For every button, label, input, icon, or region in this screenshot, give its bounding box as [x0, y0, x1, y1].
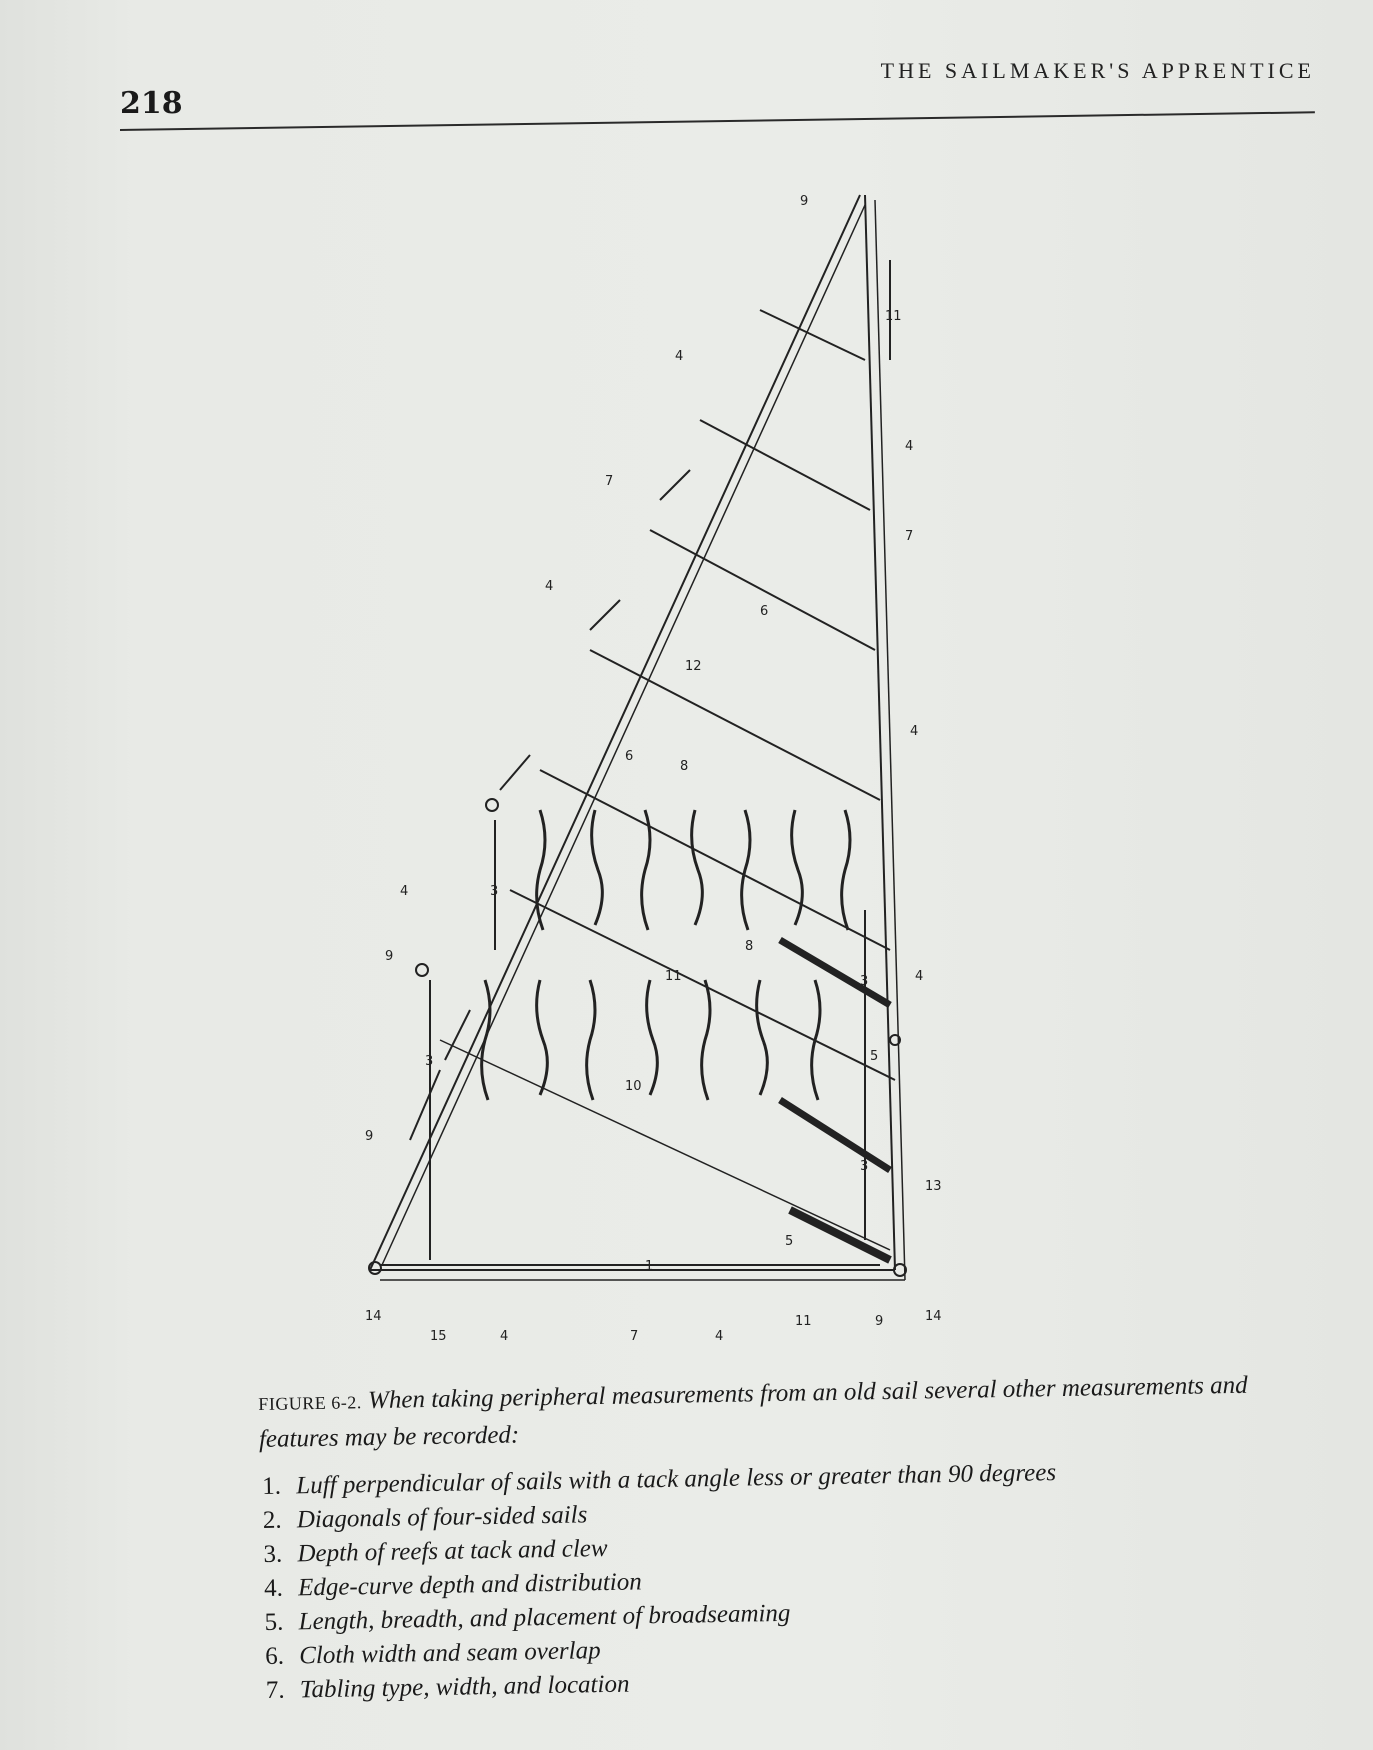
list-item: 7. Tabling type, width, and location — [265, 1670, 630, 1704]
callout-1-foot: 1 — [645, 1259, 654, 1274]
list-item: 3. Depth of reefs at tack and clew — [263, 1534, 608, 1568]
callout-7-luff: 7 — [605, 474, 614, 489]
figure-label: FIGURE 6-2. — [258, 1392, 362, 1414]
callout-9-clew: 9 — [875, 1314, 884, 1329]
callout-4-luff-low: 4 — [400, 884, 409, 899]
callout-9-tack: 9 — [365, 1129, 374, 1144]
measurement-list — [262, 1453, 1266, 1708]
callout-5-lower: 5 — [785, 1234, 794, 1249]
callout-9-reef: 9 — [385, 949, 394, 964]
callout-7-foot: 7 — [630, 1329, 639, 1344]
callout-3-clew-upper: 3 — [860, 974, 869, 989]
callout-3-tack-upper: 3 — [490, 884, 499, 899]
callout-6-lower: 6 — [625, 749, 634, 764]
callout-4-leech-low: 4 — [915, 969, 924, 984]
callout-7-leech: 7 — [905, 529, 914, 544]
callout-9-head: 9 — [800, 194, 809, 209]
callout-4-foot: 4 — [500, 1329, 509, 1344]
callout-3-clew-lower: 3 — [860, 1159, 869, 1174]
callout-6-upper: 6 — [760, 604, 769, 619]
callout-4-leech-mid: 4 — [910, 724, 919, 739]
callout-4-luff-upper: 4 — [675, 349, 684, 364]
figure-caption — [258, 1368, 1259, 1458]
callout-14-tack: 14 — [365, 1309, 382, 1324]
callout-13: 13 — [925, 1179, 942, 1194]
callout-5-upper: 5 — [870, 1049, 879, 1064]
callout-11-foot: 11 — [795, 1314, 812, 1329]
callout-8-upper: 8 — [680, 759, 689, 774]
page-number: 218 — [120, 86, 183, 121]
running-head: THE SAILMAKER'S APPRENTICE — [880, 58, 1315, 83]
callout-11-reef: 11 — [665, 969, 682, 984]
caption-text: When taking peripheral measurements from an old sail several other measurements and features may be recorded: — [258, 1371, 1248, 1453]
callout-11-leech: 11 — [885, 309, 902, 324]
list-item: 5. Length, breadth, and placement of broadseaming — [264, 1599, 791, 1636]
callout-8-lower: 8 — [745, 939, 754, 954]
callout-10: 10 — [625, 1079, 642, 1094]
header-rule — [120, 111, 1315, 131]
callout-14-clew: 14 — [925, 1309, 942, 1324]
sail-luff — [370, 195, 860, 1270]
callout-12: 12 — [685, 659, 702, 674]
callout-3-tack-lower: 3 — [425, 1054, 434, 1069]
callout-15: 15 — [430, 1329, 447, 1344]
list-item: 6. Cloth width and seam overlap — [265, 1637, 601, 1670]
list-item: 4. Edge-curve depth and distribution — [263, 1568, 642, 1602]
callout-4-leech-upper: 4 — [905, 439, 914, 454]
callout-4-foot-right: 4 — [715, 1329, 724, 1344]
callout-4-luff-mid: 4 — [545, 579, 554, 594]
sail-diagram — [360, 180, 1060, 1344]
list-item: 2. Diagonals of four-sided sails — [262, 1501, 588, 1534]
list-item: 1. Luff perpendicular of sails with a tack angle less or greater than 90 degrees — [262, 1459, 1057, 1500]
